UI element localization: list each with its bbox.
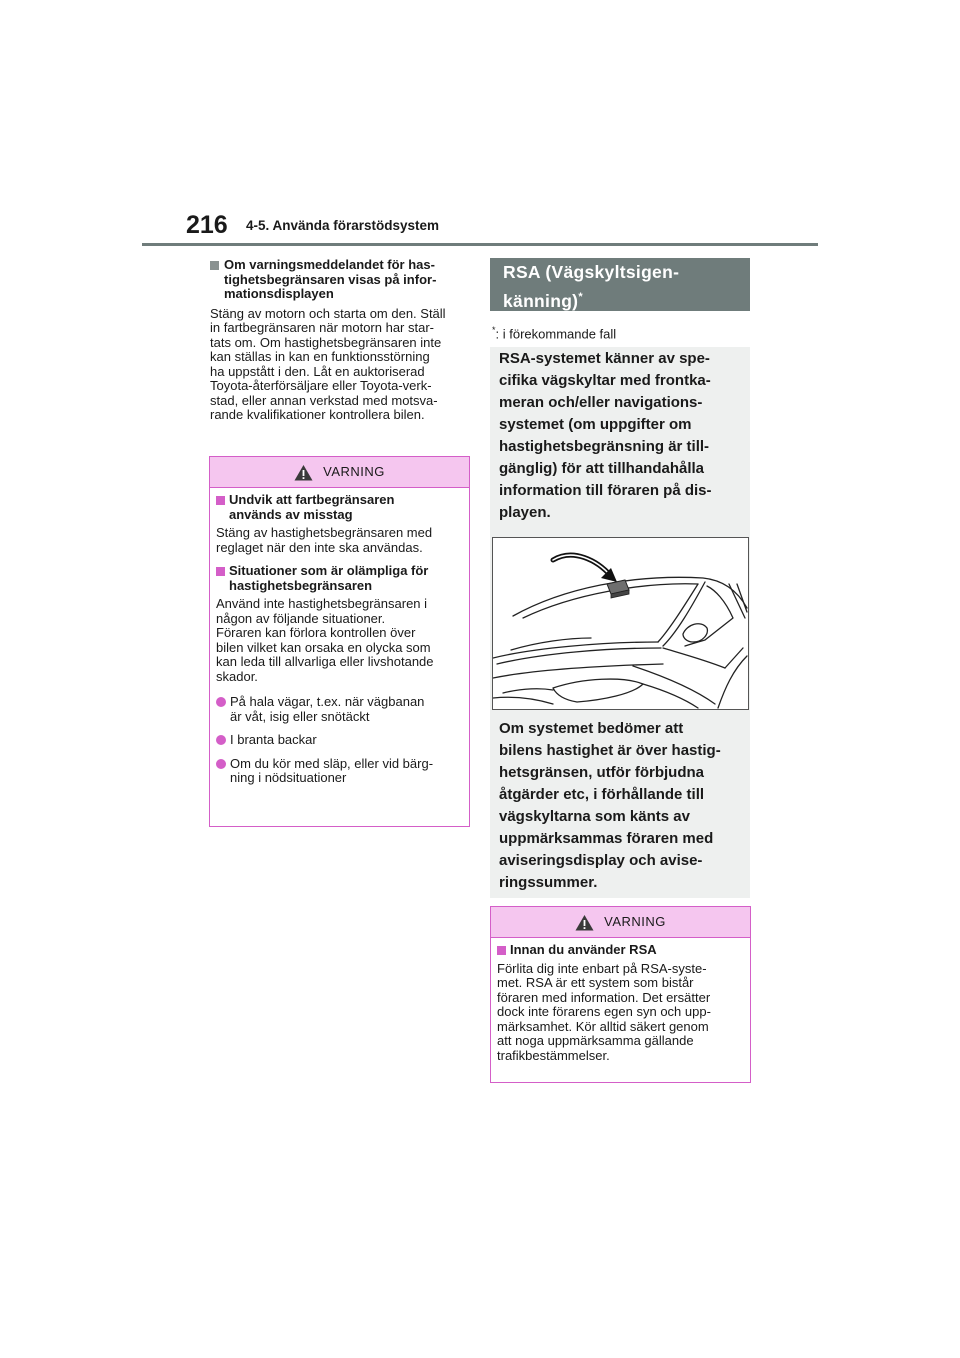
body-line: tats om. Om hastighetsbegränsaren inte bbox=[210, 334, 442, 350]
body-line: Stäng av motorn och starta om den. Ställ bbox=[210, 305, 446, 321]
round-bullet-icon bbox=[216, 735, 226, 745]
rsa-section-heading bbox=[490, 258, 750, 311]
warning-text-line: trafikbestämmelser. bbox=[497, 1047, 610, 1063]
left-column bbox=[210, 258, 468, 423]
body-line: stad, eller annan verkstad med motsva- bbox=[210, 392, 438, 408]
body-line: in fartbegränsaren när motorn har star- bbox=[210, 320, 434, 335]
panel-line: hastighetsbegränsning är till- bbox=[499, 438, 710, 455]
warning-text-line: bilen vilket kan orsaka en olycka som bbox=[216, 639, 431, 655]
warning-subhead bbox=[216, 564, 463, 593]
warning-text bbox=[497, 962, 744, 1064]
warning-box-rsa bbox=[490, 906, 751, 1083]
square-bullet-icon bbox=[216, 496, 225, 505]
body-line: ha uppstått i den. Låt en auktoriserad bbox=[210, 363, 425, 379]
rsa-heading-text: känning) bbox=[503, 290, 579, 311]
footnote bbox=[492, 323, 616, 341]
warning-subhead bbox=[497, 943, 744, 958]
panel-line: vägskyltarna som känts av bbox=[499, 808, 690, 825]
warning-text-line: märksamhet. Kör alltid säkert genom bbox=[497, 1018, 709, 1034]
panel-line: gänglig) för att tillhandahålla bbox=[499, 460, 705, 477]
warning-bullet-item bbox=[216, 733, 463, 748]
warning-label: VARNING bbox=[604, 914, 666, 929]
body-line: kan ställas in kan en funktionsstörning bbox=[210, 349, 430, 364]
panel-line: Om systemet bedömer att bbox=[499, 720, 684, 737]
rsa-heading-line bbox=[503, 285, 737, 314]
square-bullet-icon bbox=[210, 261, 219, 270]
section-title: 4-5. Använda förarstödsystem bbox=[246, 218, 440, 233]
footnote-marker: * bbox=[578, 291, 583, 303]
panel-line: bilens hastighet är över hastig- bbox=[499, 742, 721, 759]
warning-subhead-line: Situationer som är olämpliga för bbox=[229, 563, 429, 578]
header-rule bbox=[142, 243, 818, 246]
rsa-intro-text bbox=[499, 348, 741, 524]
bullet-line: I branta backar bbox=[230, 732, 317, 747]
panel-line: information till föraren på dis- bbox=[499, 482, 712, 499]
panel-line: playen. bbox=[499, 504, 551, 521]
warning-text-line: att noga uppmärksamma gällande bbox=[497, 1033, 694, 1048]
warning-text-line: någon av följande situationer. bbox=[216, 610, 386, 626]
round-bullet-icon bbox=[216, 697, 226, 707]
left-body-text bbox=[210, 307, 468, 423]
bullet-line: är våt, isig eller snötäckt bbox=[230, 708, 370, 724]
warning-text-line: kan leda till allvarliga eller livshotande bbox=[216, 654, 434, 669]
warning-text-line: föraren med information. Det ersätter bbox=[497, 989, 711, 1005]
warning-text bbox=[216, 526, 463, 555]
warning-text-line: Föraren kan förlora kontrollen över bbox=[216, 625, 416, 640]
rsa-after-text bbox=[499, 718, 741, 894]
warning-text-line: Använd inte hastighetsbegränsaren i bbox=[216, 596, 428, 611]
warning-label: VARNING bbox=[323, 464, 385, 479]
panel-line: hetsgränsen, utför förbjudna bbox=[499, 764, 705, 781]
subhead-line: Om varningsmeddelandet för has- bbox=[224, 257, 435, 272]
bullet-line: Om du kör med släp, eller vid bärg- bbox=[230, 755, 434, 771]
bullet-line: ning i nödsituationer bbox=[230, 770, 347, 785]
panel-line: aviseringsdisplay och avise- bbox=[499, 852, 703, 869]
car-front-icon bbox=[493, 538, 748, 709]
round-bullet-icon bbox=[216, 759, 226, 769]
subhead-line: mationsdisplayen bbox=[224, 286, 334, 301]
footnote-marker: * bbox=[492, 325, 496, 335]
car-front-camera-illustration bbox=[492, 537, 749, 710]
warning-subhead-line: hastighetsbegränsaren bbox=[229, 577, 373, 593]
warning-bullet-item bbox=[216, 757, 463, 786]
square-bullet-icon bbox=[497, 946, 506, 955]
panel-line: RSA-systemet känner av spe- bbox=[499, 350, 710, 367]
warning-body bbox=[210, 488, 469, 793]
panel-line: åtgärder etc, i förhållande till bbox=[499, 786, 705, 803]
body-line: Toyota-återförsäljare eller Toyota-verk- bbox=[210, 378, 432, 393]
subhead-line: tighetsbegränsaren visas på infor- bbox=[224, 271, 437, 287]
warning-text-line: Stäng av hastighetsbegränsaren med bbox=[216, 525, 433, 540]
bullet-line: På hala vägar, t.ex. när vägbanan bbox=[230, 694, 425, 709]
warning-subhead bbox=[216, 493, 463, 522]
panel-line: ringssummer. bbox=[499, 874, 598, 891]
warning-box-speed-limiter bbox=[209, 456, 470, 827]
warning-body bbox=[491, 938, 750, 1070]
warning-header bbox=[491, 907, 750, 938]
panel-line: cifika vägskyltar med frontka- bbox=[499, 372, 711, 389]
left-subhead bbox=[210, 258, 468, 302]
warning-subhead-line: används av misstag bbox=[229, 506, 353, 522]
warning-text-line: reglaget när den inte ska användas. bbox=[216, 539, 423, 555]
panel-line: systemet (om uppgifter om bbox=[499, 416, 692, 433]
warning-text-line: dock inte förarens egen syn och upp- bbox=[497, 1004, 711, 1019]
footnote-text: : i förekommande fall bbox=[495, 326, 617, 342]
warning-header bbox=[210, 457, 469, 488]
square-bullet-icon bbox=[216, 567, 225, 576]
rsa-heading-line: RSA (Vägskyltsigen- bbox=[503, 262, 680, 282]
warning-text bbox=[216, 597, 463, 684]
warning-text-line: skador. bbox=[216, 668, 258, 684]
warning-subhead-line: Undvik att fartbegränsaren bbox=[229, 492, 395, 507]
body-line: rande kvalifikationer kontrollera bilen. bbox=[210, 407, 425, 422]
page-number: 216 bbox=[186, 211, 228, 239]
warning-bullet-item bbox=[216, 695, 463, 724]
warning-triangle-icon bbox=[294, 464, 313, 481]
warning-text-line: met. RSA är ett system som bistår bbox=[497, 975, 694, 990]
warning-text-line: Förlita dig inte enbart på RSA-syste- bbox=[497, 960, 707, 976]
warning-subhead-line: Innan du använder RSA bbox=[510, 942, 657, 957]
panel-line: uppmärksammas föraren med bbox=[499, 830, 714, 847]
warning-triangle-icon bbox=[575, 914, 594, 931]
panel-line: meran och/eller navigations- bbox=[499, 394, 703, 411]
